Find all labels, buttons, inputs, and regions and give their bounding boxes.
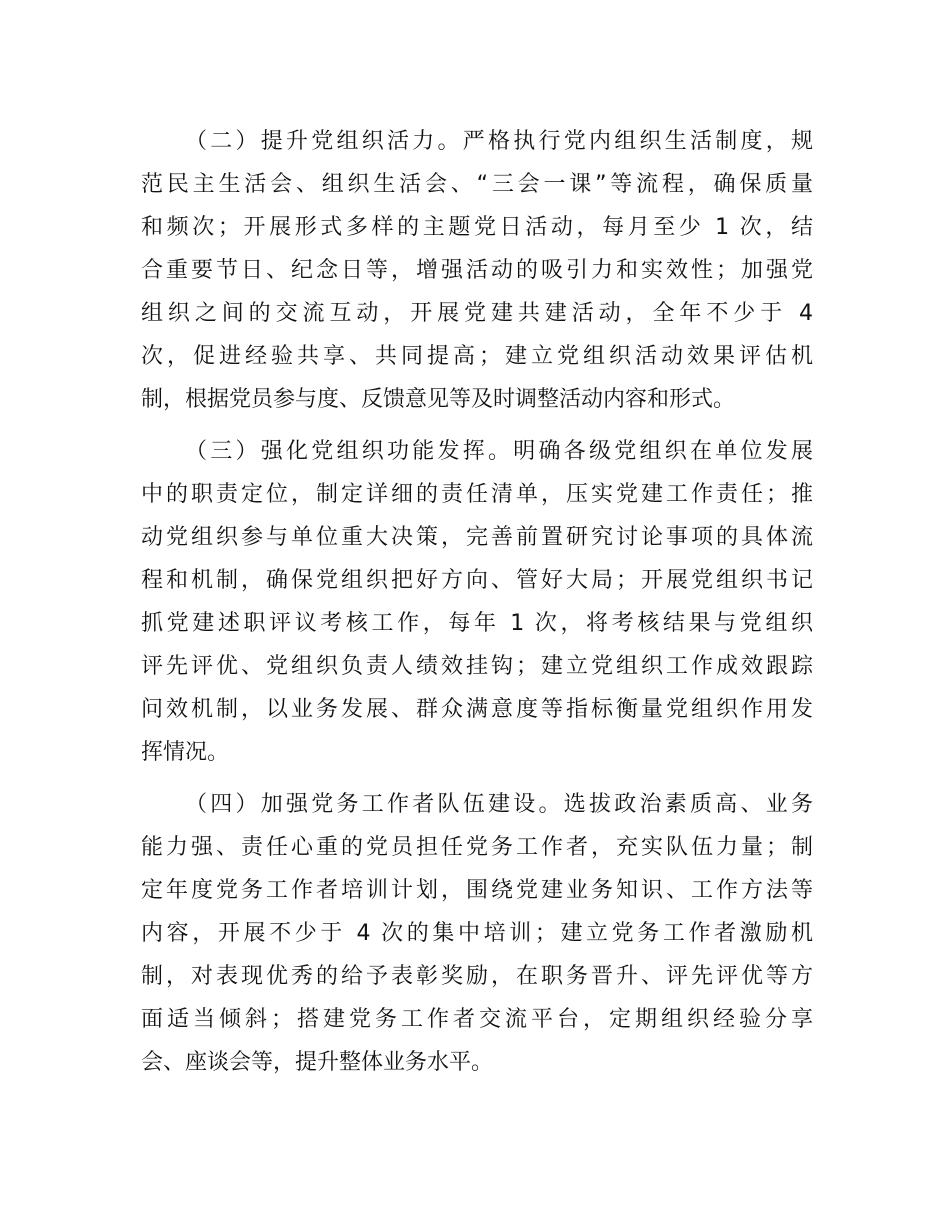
paragraph-line: 面适当倾斜；搭建党务工作者交流平台，定期组织经验分享 [141,1007,813,1032]
paragraph-line: （二）提升党组织活力。严格执行党内组织生活制度，规 [185,129,813,154]
paragraph-line: 定年度党务工作者培训计划，围绕党建业务知识、工作方法等 [141,878,813,903]
paragraph-line: 范民主生活会、组织生活会、“三会一课”等流程，确保质量 [141,172,813,197]
paragraph-line: 合重要节日、纪念日等，增强活动的吸引力和实效性；加强党 [141,258,813,283]
paragraph-line: （三）强化党组织功能发挥。明确各级党组织在单位发展 [185,439,813,464]
paragraph-party-organization-vitality [141,120,813,421]
paragraph-line: 评先评优、党组织负责人绩效挂钩；建立党组织工作成效跟踪 [141,654,813,679]
paragraph-line: 制，对表现优秀的给予表彰奖励，在职务晋升、评先评优等方 [141,964,813,989]
paragraph-line: 抓党建述职评议考核工作，每年 1 次，将考核结果与党组织 [141,611,813,636]
paragraph-line: 挥情况。 [141,740,230,765]
paragraph-party-organization-function [141,430,813,774]
paragraph-line: 程和机制，确保党组织把好方向、管好大局；开展党组织书记 [141,568,813,593]
paragraph-line: （四）加强党务工作者队伍建设。选拔政治素质高、业务 [185,792,813,817]
paragraph-line: 次，促进经验共享、共同提高；建立党组织活动效果评估机 [141,344,813,369]
paragraph-line: 问效机制，以业务发展、群众满意度等指标衡量党组织作用发 [141,697,813,722]
paragraph-line: 和频次；开展形式多样的主题党日活动，每月至少 1 次，结 [141,215,813,240]
paragraph-party-affairs-workers [141,783,813,1084]
paragraph-line: 会、座谈会等，提升整体业务水平。 [141,1050,494,1075]
paragraph-line: 内容，开展不少于 4 次的集中培训；建立党务工作者激励机 [141,921,813,946]
paragraph-line: 动党组织参与单位重大决策，完善前置研究讨论事项的具体流 [141,525,813,550]
paragraph-line: 组织之间的交流互动，开展党建共建活动，全年不少于 4 [141,301,813,326]
paragraph-line: 能力强、责任心重的党员担任党务工作者，充实队伍力量；制 [141,835,813,860]
paragraph-line: 制，根据党员参与度、反馈意见等及时调整活动内容和形式。 [141,387,736,412]
paragraph-line: 中的职责定位，制定详细的责任清单，压实党建工作责任；推 [141,482,813,507]
